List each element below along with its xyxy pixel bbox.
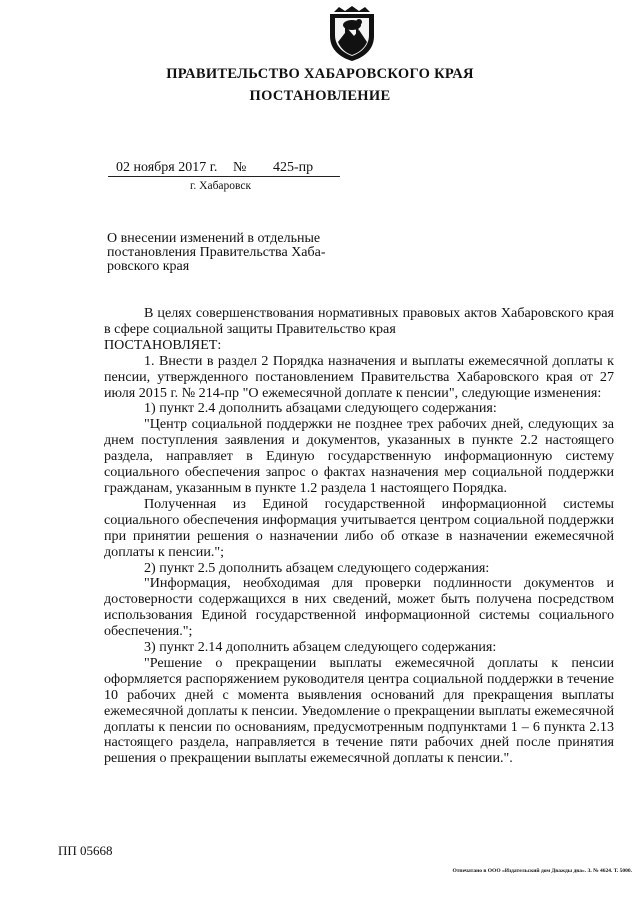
resolution-keyword: ПОСТАНОВЛЯЕТ:	[104, 336, 222, 353]
document-date-number-line	[108, 160, 340, 178]
document-number: 425-пр	[273, 160, 314, 175]
subject-line: О внесении изменений в отдельные	[107, 231, 321, 246]
printer-note: Отпечатано в ООО «Издательский дом Дважды два». З. № 4624. Т. 5000.	[452, 868, 632, 874]
body-paragraph: 1) пункт 2.4 дополнить абзацами следующего содержания:	[144, 400, 497, 417]
document-body	[104, 306, 614, 767]
body-paragraph: 1. Внести в раздел 2 Порядка назначения и выплаты ежемесячной доплаты к пенсии, утвержденного постановлением Правительства Хабаровского края от 27 июля 2015 г. № 214-пр "О ежемесячной доплате к пенсии", следующие изменения:	[104, 352, 614, 401]
document-type-title: ПОСТАНОВЛЕНИЕ	[249, 88, 391, 104]
body-paragraph: 2) пункт 2.5 дополнить абзацем следующего содержания:	[144, 559, 490, 576]
body-paragraph: В целях совершенствования нормативных правовых актов Хабаровского края в сфере социальной защиты Правительство края	[104, 305, 614, 337]
body-paragraph: "Информация, необходимая для проверки подлинности документов и достоверности содержащихся в них сведений, может быть получена посредством использования Единой государственной информационной системы социального обеспечения.";	[104, 575, 614, 640]
body-paragraph: 3) пункт 2.14 дополнить абзацем следующего содержания:	[144, 639, 497, 656]
date-number-underline	[108, 176, 340, 177]
number-sign: №	[233, 160, 247, 175]
subject-line: постановления Правительства Хаба-	[107, 245, 326, 260]
body-paragraph: "Центр социальной поддержки не позднее трех рабочих дней, следующих за днем поступления заявления и документов, указанных в пункте 2.2 настоящего раздела, направляет в Единую государственную информационную систему социального обеспечения запрос о фактах назначения мер социальной поддержки гражданам, указанным в пункте 1.2 раздела 1 настоящего Порядка.	[104, 416, 614, 496]
document-code: ПП 05668	[58, 843, 113, 858]
body-paragraph: "Решение о прекращении выплаты ежемесячной доплаты к пенсии оформляется распоряжением руководителя центра социальной поддержки в течение 10 рабочих дней с момента выявления оснований для прекращения выплаты ежемесячной доплаты к пенсии. Уведомление о прекращении выплаты ежемесячной доплаты к пенсии по основаниям, предусмотренным подпунктами 1 – 6 пункта 2.13 настоящего раздела, направляется в течение пяти рабочих дней после принятия решения о прекращении выплаты ежемесячной доплаты к пенсии.".	[104, 654, 614, 767]
government-name: ПРАВИТЕЛЬСТВО ХАБАРОВСКОГО КРАЯ	[166, 66, 474, 82]
coat-of-arms-emblem	[326, 6, 378, 62]
subject-line: ровского края	[107, 259, 190, 274]
document-date: 02 ноября 2017 г.	[116, 160, 218, 175]
document-city: г. Хабаровск	[190, 180, 252, 192]
body-paragraph: Полученная из Единой государственной информационной системы социального обеспечения информация учитывается центром социальной поддержки при принятии решения о назначении либо об отказе в назначении ежемесячной доплаты к пенсии.";	[104, 495, 614, 560]
document-subject	[107, 232, 357, 274]
